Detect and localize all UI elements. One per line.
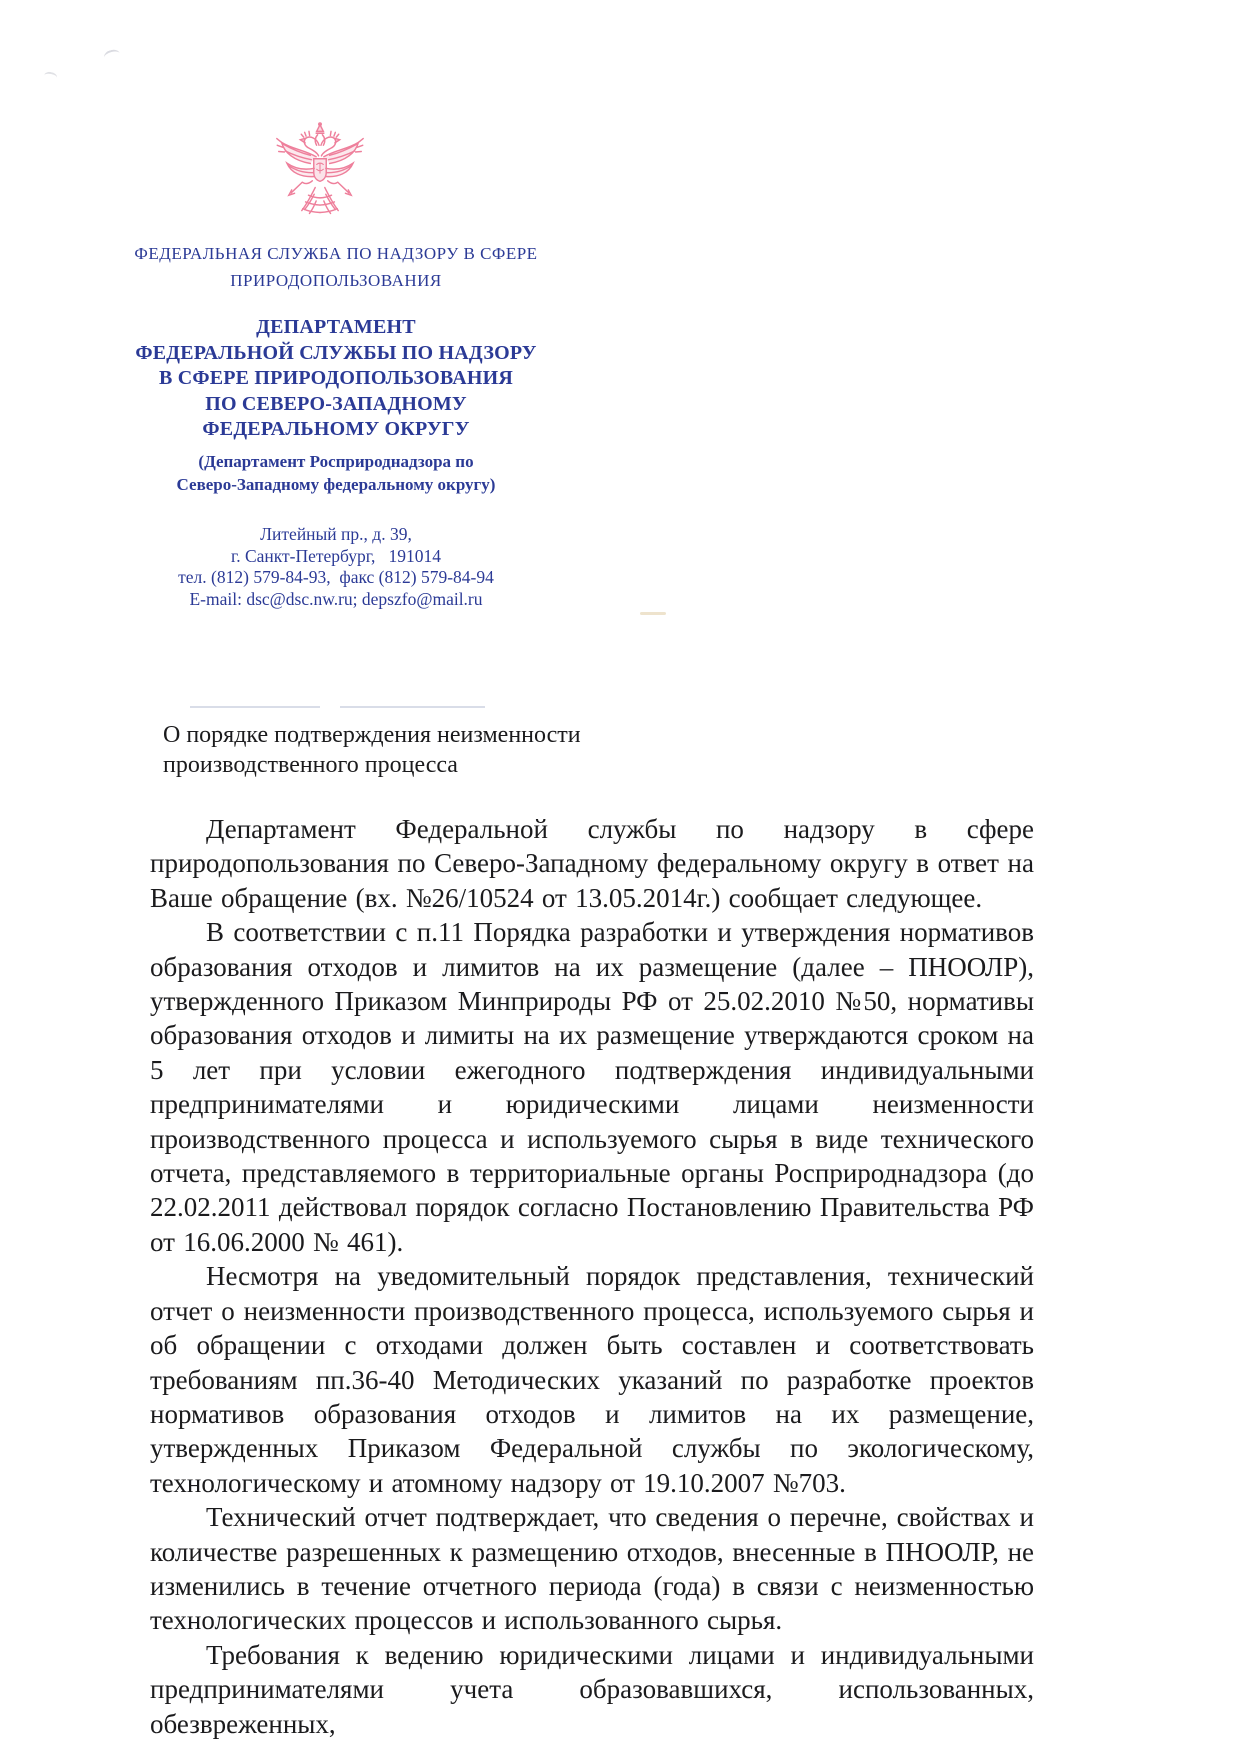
agency-name-line1: ФЕДЕРАЛЬНАЯ СЛУЖБА ПО НАДЗОРУ В СФЕРЕ bbox=[134, 244, 538, 263]
agency-name bbox=[110, 240, 562, 294]
department-name-line: ДЕПАРТАМЕНТ bbox=[256, 316, 416, 338]
street-address: Литейный пр., д. 39, bbox=[260, 524, 412, 544]
phone-fax: тел. (812) 579-84-93, факс (812) 579-84-94 bbox=[178, 567, 494, 587]
agency-name-line2: ПРИРОДОПОЛЬЗОВАНИЯ bbox=[230, 271, 442, 290]
scan-smudge bbox=[43, 71, 57, 82]
department-name-line: ПО СЕВЕРО-ЗАПАДНОМУ bbox=[205, 392, 467, 415]
subject-line-1: О порядке подтверждения неизменности bbox=[163, 722, 581, 748]
body-paragraph: Несмотря на уведомительный порядок представления, технический отчет о неизменности производственного процесса, используемого сырья и об обращении с отходами должен быть составлен и соответствовать требованиям пп.36-40 Методических указаний по разработке проектов нормативов образования отходов и лимитов на их размещение, утвержденных Приказом Федеральной службы по экологическому, технологическому и атомному надзору от 19.10.2007 №703. bbox=[150, 1261, 1034, 1498]
body-paragraph: В соответствии с п.11 Порядка разработки и утверждения нормативов образования отходов и лимитов на их размещение (далее – ПНООЛР), утвержденного Приказом Минприроды РФ от 25.02.2010 №50, нормативы образования отходов и лимиты на их размещение утверждаются сроком на 5 лет при условии ежегодного подтверждения индивидуальными предпринимателями и юридическими лицами неизменности производственного процесса и используемого сырья в виде технического отчета, представляемого в территориальные органы Росприроднадзора (до 22.02.2011 действовал порядок согласно Постановлению Правительства РФ от 16.06.2000 № 461). bbox=[150, 917, 1034, 1257]
department-short-name bbox=[110, 450, 562, 496]
body-paragraph: Технический отчет подтверждает, что сведения о перечне, свойствах и количестве разрешенных к размещению отходов, внесенные в ПНООЛР, не изменились в течение отчетного периода (года) в связи с неизменностью технологических процессов и использованного сырья. bbox=[150, 1502, 1034, 1636]
body-paragraph: Требования к ведению юридическими лицами и индивидуальными предпринимателями учета образовавшихся, использованных, обезвреженных, bbox=[150, 1639, 1034, 1739]
letter-body bbox=[150, 812, 1034, 1741]
reference-line-rule bbox=[190, 706, 320, 708]
department-name-line: ФЕДЕРАЛЬНОЙ СЛУЖБЫ ПО НАДЗОРУ bbox=[135, 341, 537, 364]
department-name-line: ФЕДЕРАЛЬНОМУ ОКРУГУ bbox=[202, 418, 470, 440]
subject-line bbox=[163, 720, 723, 780]
department-name-line: В СФЕРЕ ПРИРОДОПОЛЬЗОВАНИЯ bbox=[158, 367, 514, 389]
email-line: E-mail: dsc@dsc.nw.ru; depszfo@mail.ru bbox=[189, 588, 483, 609]
department-short-name-line1: (Департамент Росприроднадзора по bbox=[198, 452, 474, 471]
body-paragraph: Департамент Федеральной службы по надзору в сфере природопользования по Северо-Западному федеральному округу в ответ на Ваше обращение (вх. №26/10524 от 13.05.2014г.) сообщает следующее. bbox=[150, 814, 1034, 913]
scan-smudge bbox=[103, 48, 121, 63]
department-name bbox=[110, 315, 562, 443]
city-postcode: г. Санкт-Петербург, 191014 bbox=[230, 545, 442, 566]
coat-of-arms-emblem bbox=[272, 122, 368, 230]
reference-line-rule bbox=[340, 706, 485, 708]
address-block bbox=[110, 524, 562, 610]
subject-line-2: производственного процесса bbox=[163, 752, 458, 778]
department-short-name-line2: Северо-Западному федеральному округу) bbox=[176, 475, 496, 494]
scan-smudge bbox=[640, 612, 666, 615]
